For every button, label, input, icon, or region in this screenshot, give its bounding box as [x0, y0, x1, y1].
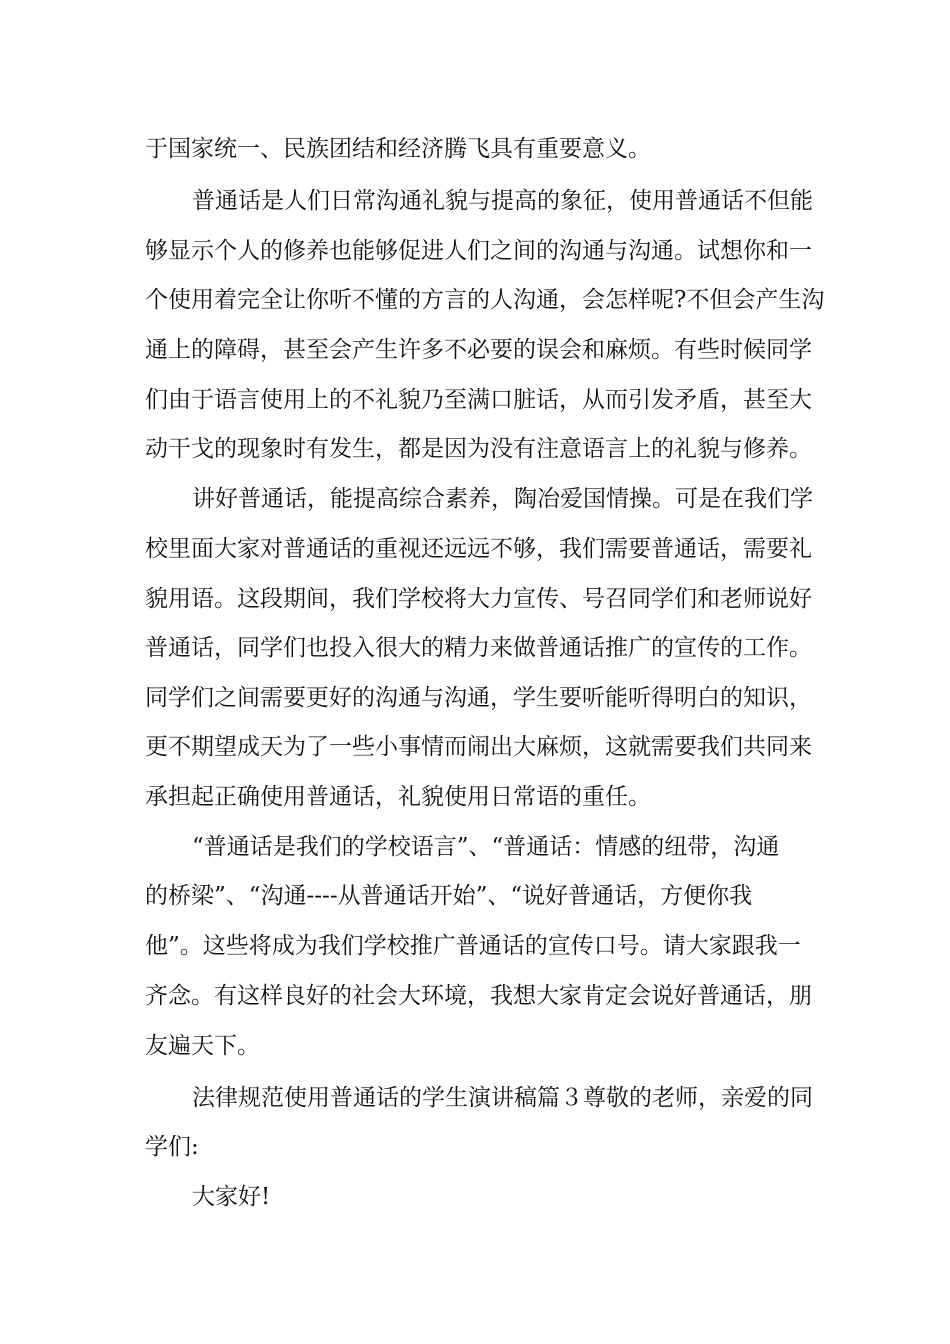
text-line: 更不期望成天为了一些小事情而闹出大麻烦，这就需要我们共同来: [145, 734, 812, 760]
text-line: 普通话，同学们也投入很大的精力来做普通话推广的宣传的工作。: [145, 635, 812, 661]
text-line: 动干戈的现象时有发生，都是因为没有注意语言上的礼貌与修养。: [145, 436, 812, 462]
text-line: 够显示个人的修养也能够促进人们之间的沟通与沟通。试想你和一: [145, 238, 812, 264]
text-line: 承担起正确使用普通话，礼貌使用日常语的重任。: [145, 784, 651, 810]
text-line: “普通话是我们的学校语言”、“普通话：情感的纽带，沟通: [192, 834, 780, 860]
text-line: 貌用语。这段期间，我们学校将大力宣传、号召同学们和老师说好: [145, 586, 812, 612]
text-line: 校里面大家对普通话的重视还远远不够，我们需要普通话，需要礼: [145, 536, 812, 562]
text-line: 讲好普通话，能提高综合素养，陶冶爱国情操。可是在我们学: [192, 486, 813, 512]
text-line: 法律规范使用普通话的学生演讲稿篇３尊敬的老师，亲爱的同: [192, 1085, 813, 1111]
text-line: 通上的障碍，甚至会产生许多不必要的误会和麻烦。有些时候同学: [145, 337, 812, 363]
text-line: 大家好!: [192, 1184, 271, 1210]
text-line: 友遍天下。: [145, 1033, 260, 1059]
text-line: 同学们之间需要更好的沟通与沟通，学生要听能听得明白的知识，: [145, 685, 812, 711]
text-line: 个使用着完全让你听不懂的方言的人沟通，会怎样呢?不但会产生沟: [145, 287, 825, 313]
text-line: 学们:: [145, 1134, 199, 1160]
text-line: 于国家统一、民族团结和经济腾飞具有重要意义。: [145, 136, 651, 162]
text-line: 他”。这些将成为我们学校推广普通话的宣传口号。请大家跟我一: [145, 933, 801, 959]
text-line: 们由于语言使用上的不礼貌乃至满口脏话，从而引发矛盾，甚至大: [145, 387, 812, 413]
text-line: 的桥梁”、“沟通----从普通话开始”、“说好普通话，方便你我: [145, 883, 753, 909]
text-line: 普通话是人们日常沟通礼貌与提高的象征，使用普通话不但能: [192, 188, 813, 214]
text-line: 齐念。有这样良好的社会大环境，我想大家肯定会说好普通话，朋: [145, 983, 812, 1009]
